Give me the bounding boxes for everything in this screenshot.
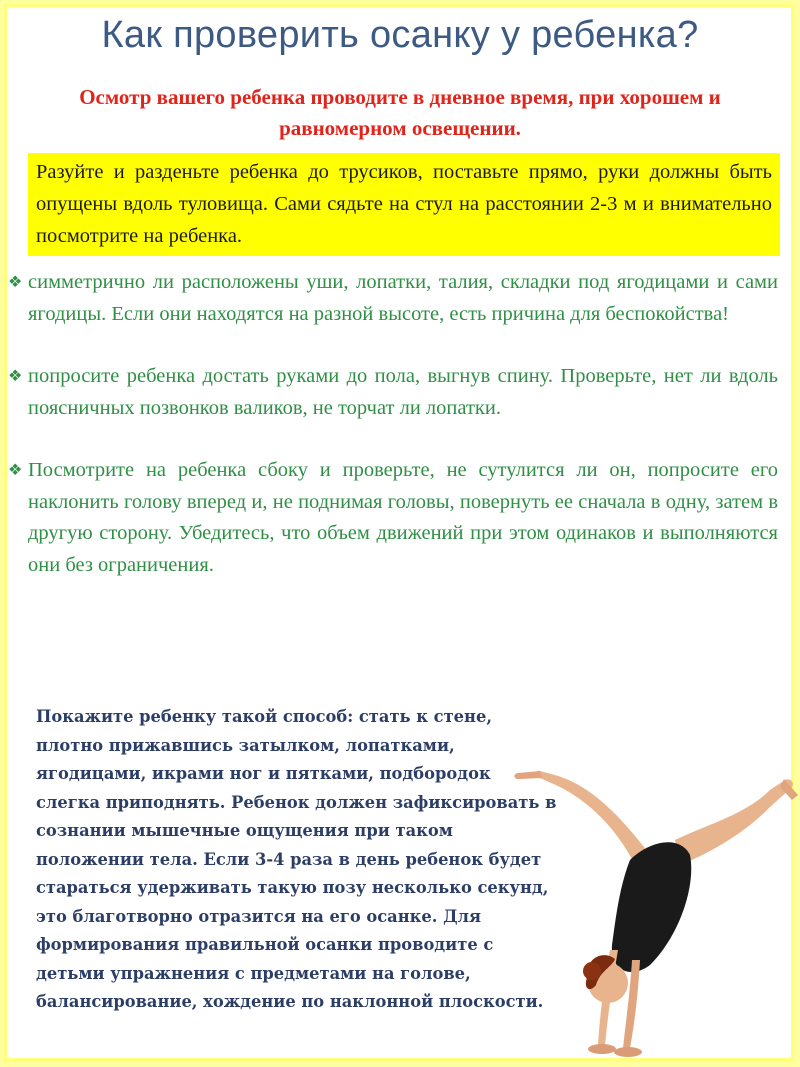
list-item xyxy=(8,361,778,424)
diamond-bullet-icon: ❖ xyxy=(8,462,23,479)
diamond-bullet-icon: ❖ xyxy=(8,368,23,385)
list-item-text: Посмотрите на ребенка сбоку и проверьте, не сутулится ли он, попросите его наклонить голову вперед и, не поднимая головы, повернуть ее сначала в одну, затем в другую сторону. Убедитесь, что объем движений при этом одинаков и выполняются они без ограничения. xyxy=(28,459,778,576)
list-item xyxy=(8,267,778,330)
instruction-text: Покажите ребенку такой способ: стать к стене, плотно прижавшись затылком, лопатками, ягодицами, икрами ног и пятками, подбородок слегка приподнять. Ребенок должен зафиксировать в сознании мышечные ощущения при таком положении тела. Если 3-4 раза в день ребенок будет стараться удерживать такую позу несколько секунд, это благотворно отразится на его осанке. Для формирования правильной осанки проводите с детьми упражнения с предметами на голове, балансирование, хождение по наклонной плоскости. xyxy=(36,707,557,1011)
subtitle: Осмотр вашего ребенка проводите в дневное время, при хорошем и равномерном освещении. xyxy=(79,85,721,140)
list-item xyxy=(8,455,778,581)
highlight-box: Разуйте и разденьте ребенка до трусиков, поставьте прямо, руки должны быть опущены вдоль туловища. Сами сядьте на стул на расстоянии 2-3 м и внимательно посмотрите на ребенка. xyxy=(28,153,780,256)
list-item-text: симметрично ли расположены уши, лопатки, талия, складки под ягодицами и сами ягодицы. Если они находятся на разной высоте, есть причина для беспокойства! xyxy=(28,271,778,325)
bullet-list xyxy=(8,267,778,612)
list-item-text: попросите ребенка достать руками до пола, выгнув спину. Проверьте, нет ли вдоль поясничных позвонков валиков, не торчат ли лопатки. xyxy=(28,365,778,419)
page-title: Как проверить осанку у ребенка? xyxy=(101,14,699,56)
diamond-bullet-icon: ❖ xyxy=(8,274,23,291)
